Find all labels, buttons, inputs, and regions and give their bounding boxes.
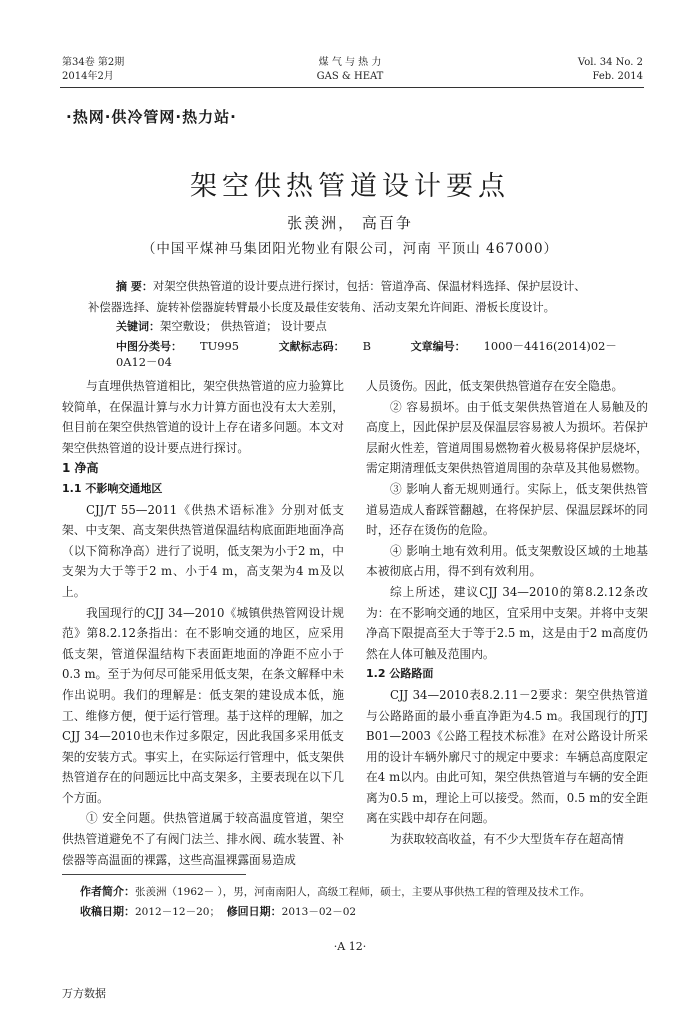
paragraph: 我国现行的CJJ 34—2010《城镇供热管网设计规范》第8.2.12条指出：在不影响交通的地区，应采用低支架，管道保温结构下表面距地面的净距不应小于0.3 m。至于为何尽可能采用低支架，在条文解释中未作出说明。我们的理解是：低支架的建设成本低，施工、维修方便，便于运行管理。基于这样的理解，加之CJJ 34—2010也未作过多限定，因此我国多采用低支架的安装方式。事实上，在实际运行管理中，低支架供热管道存在的问题远比中高支架多，主要表现在以下几个方面。 <box>62 605 344 805</box>
clc-value: TU995 <box>200 339 239 353</box>
keywords <box>116 318 327 334</box>
classification-line <box>116 338 646 370</box>
body-column-left <box>62 376 344 870</box>
running-header-left <box>62 56 124 84</box>
header-divider <box>60 87 644 88</box>
article-number-value: 1000－4416(2014)02－0A12－04 <box>116 339 617 369</box>
affiliation: （中国平煤神马集团阳光物业有限公司，河南 平顶山 467000） <box>141 241 559 257</box>
authors: 张羡洲， 高百争 <box>287 214 413 232</box>
journal-name-cn: 煤 气 与 热 力 <box>318 57 382 68</box>
paragraph: ② 容易损坏。由于低支架供热管道在人易触及的高度上，因此保护层及保温层容易被人为损坏。若保护层耐火性差，管道周围易燃物着火极易将保护层烧坏，需定期清理低支架供热管道周围的杂草及其他易燃物。 <box>366 399 648 476</box>
author-bio-label: 作者简介： <box>80 885 135 898</box>
heading-1-2: 1.2 公路路面 <box>366 667 434 681</box>
abstract-label: 摘 要： <box>116 280 153 293</box>
body-column-right <box>366 376 648 850</box>
revised-date: 2013－02－02 <box>281 906 357 918</box>
footnote <box>80 882 660 922</box>
volume-issue-en: Vol. 34 No. 2 <box>577 57 643 68</box>
date-en: Feb. 2014 <box>592 71 643 82</box>
abstract <box>88 276 646 317</box>
date-cn: 2014年2月 <box>62 71 114 82</box>
paragraph: 为获取较高收益，有不少大型货车存在超高情 <box>390 832 624 847</box>
article-title: 架空供热管道设计要点 <box>190 171 510 202</box>
intro-paragraph: 与直埋供热管道相比，架空供热管道的应力验算比较简单，在保温计算与水力计算方面也没有太大差别，但目前在架空供热管道的设计上存在诸多问题。本文对架空供热管道的设计要点进行探讨。 <box>62 379 344 455</box>
article-number-label: 文章编号： <box>410 340 466 353</box>
running-header-center <box>250 56 450 84</box>
keywords-text: 架空敷设； 供热管道； 设计要点 <box>160 319 327 333</box>
journal-name-en: GAS & HEAT <box>316 71 384 82</box>
paragraph: 综上所述，建议CJJ 34—2010的第8.2.12条改为：在不影响交通的地区，宜采用中支架。并将中支架净高下限提高至大于等于2.5 m，这是由于2 m高度仍然在人体可触及范围内。 <box>366 584 648 661</box>
doc-code-value: B <box>362 339 371 353</box>
keywords-label: 关键词： <box>116 320 160 333</box>
paragraph: ③ 影响人畜无规则通行。实际上，低支架供热管道易造成人畜踩管翻越，在将保护层、保温层踩坏的同时，还存在烫伤的危险。 <box>366 481 648 538</box>
abstract-line-1: 对架空供热管道的设计要点进行探讨，包括：管道净高、保温材料选择、保护层设计、 <box>152 279 586 293</box>
volume-issue-cn: 第34卷 第2期 <box>62 57 125 68</box>
running-header-right <box>578 56 643 84</box>
paragraph: ① 安全问题。供热管道属于较高温度管道，架空供热管道避免不了有阀门法兰、排水阀、疏水装置、补偿器等高温面的裸露，这些高温裸露面易造成 <box>62 811 344 867</box>
watermark: 万方数据 <box>62 987 106 1000</box>
footnote-divider <box>62 874 246 875</box>
paragraph: ④ 影响土地有效利用。低支架敷设区域的土地基本被彻底占用，得不到有效利用。 <box>366 543 648 579</box>
paragraph: 人员烫伤。因此，低支架供热管道存在安全隐患。 <box>366 379 624 393</box>
doc-code-label: 文献标志码： <box>278 340 345 353</box>
revised-label: 修回日期： <box>226 905 282 918</box>
received-label: 收稿日期： <box>80 905 135 918</box>
heading-1: 1 净高 <box>62 461 99 476</box>
abstract-line-2: 补偿器选择、旋转补偿器旋转臂最小长度及最佳安装角、活动支架允许间距、滑板长度设计。 <box>88 300 556 314</box>
paragraph: CJJ/T 55—2011《供热术语标准》分别对低支架、中支架、高支架供热管道保温结构底面距地面净高（以下简称净高）进行了说明，低支架为小于2 m，中支架为大于等于2 m、小于4 m，高支架为4 m及以上。 <box>62 502 344 599</box>
received-date: 2012－12－20； <box>135 906 220 918</box>
clc-label: 中图分类号： <box>116 340 182 353</box>
paragraph: CJJ 34—2010表8.2.11－2要求：架空供热管道与公路路面的最小垂直净距为4.5 m。我国现行的JTJ B01—2003《公路工程技术标准》在对公路设计所采用的设计车辆外廓尺寸的规定中要求：车辆总高度限定在4 m以内。由此可知，架空供热管道与车辆的安全距离为0.5 m，理论上可以接受。然而，0.5 m的安全距离在实践中却存在问题。 <box>366 687 648 826</box>
author-bio-text: 张羡洲（1962－ ），男，河南南阳人，高级工程师，硕士，主要从事供热工程的管理及技术工作。 <box>135 886 591 898</box>
section-tag: ·热网·供冷管网·热力站· <box>66 108 237 126</box>
heading-1-1: 1.1 不影响交通地区 <box>62 481 163 495</box>
page-number: ·A 12· <box>333 940 367 953</box>
